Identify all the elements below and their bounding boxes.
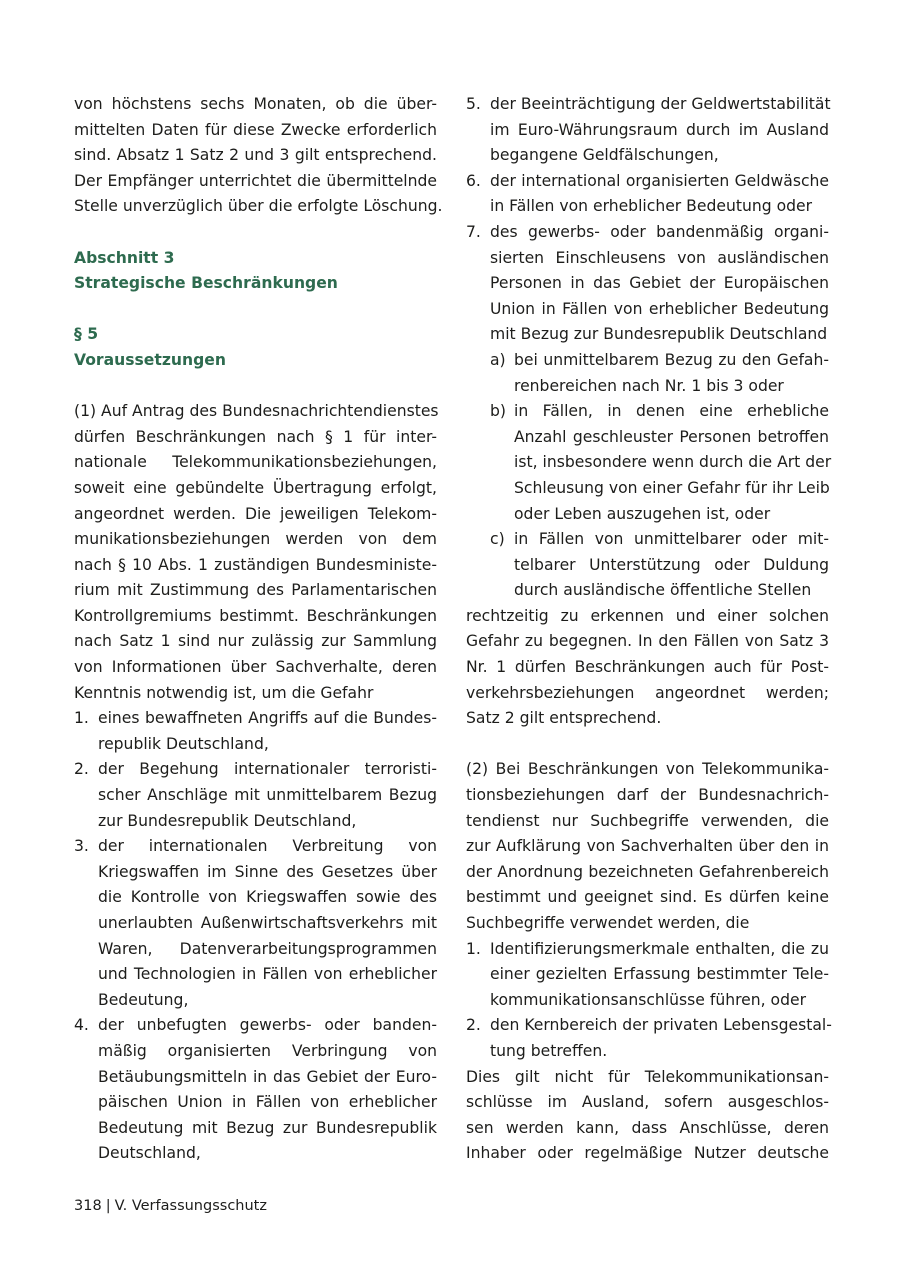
text-line: und Technologien in Fällen von erheblicher <box>98 965 437 984</box>
list-item <box>466 220 829 348</box>
text-line: nach Satz 1 sind nur zulässig zur Sammlung <box>74 632 437 651</box>
text-line: nationale Telekommunikationsbeziehungen, <box>74 453 437 472</box>
paragraph-title: Voraussetzungen <box>74 350 226 369</box>
text-line: begangene Geldfälschungen, <box>490 146 719 165</box>
text-line: Der Empfänger unterrichtet die übermittelnde <box>74 171 437 190</box>
chapter-title: V. Verfassungsschutz <box>114 1198 267 1214</box>
sub-list-letter: c) <box>490 530 505 549</box>
section-heading <box>74 246 437 297</box>
text-line: mittelten Daten für diese Zwecke erforderlich <box>74 120 437 139</box>
text-line: Satz 2 gilt entsprechend. <box>466 709 662 728</box>
left-column <box>74 92 443 1167</box>
text-line: renbereichen nach Nr. 1 bis 3 oder <box>514 376 784 395</box>
text-line: schlüsse im Ausland, sofern ausgeschlos- <box>466 1093 829 1112</box>
text-line: Personen in das Gebiet der Europäischen <box>490 274 829 293</box>
text-line: nach § 10 Abs. 1 zuständigen Bundesministe- <box>74 555 437 574</box>
text-line: die Kontrolle von Kriegswaffen sowie des <box>98 888 437 907</box>
list-number: 2. <box>74 760 89 779</box>
text-line: Gefahr zu begegnen. In den Fällen von Satz 3 <box>466 632 829 651</box>
text-line: Anzahl geschleuster Personen betroffen <box>514 427 829 446</box>
text-line: päischen Union in Fällen von erheblicher <box>98 1093 437 1112</box>
section-title: Strategische Beschränkungen <box>74 274 338 293</box>
text-line: zur Bundesrepublik Deutschland, <box>98 811 357 830</box>
text-line: der internationalen Verbreitung von <box>98 837 437 856</box>
text-line: von höchstens sechs Monaten, ob die über- <box>74 95 437 113</box>
text-line: tionsbeziehungen darf der Bundesnachrich- <box>466 786 829 805</box>
section-number: Abschnitt 3 <box>74 248 175 267</box>
text-line: eines bewaffneten Angriffs auf die Bundes- <box>98 709 437 728</box>
text-line: bei unmittelbarem Bezug zu den Gefah- <box>514 350 829 369</box>
sub-list-item <box>466 399 832 527</box>
text-line: in Fällen von erheblicher Bedeutung oder <box>490 197 813 216</box>
paragraph-number: § 5 <box>74 325 99 344</box>
text-line: (1) Auf Antrag des Bundesnachrichtendienstes <box>74 402 439 421</box>
text-line: telbarer Unterstützung oder Duldung <box>514 555 829 574</box>
text-line: oder Leben auszugehen ist, oder <box>514 504 771 523</box>
text-line: zur Aufklärung von Sachverhalten über den in <box>466 837 829 856</box>
text-line: mäßig organisierten Verbringung von <box>98 1041 437 1060</box>
text-line: in Fällen von unmittelbarer oder mit- <box>514 530 829 549</box>
text-line: Kenntnis notwendig ist, um die Gefahr <box>74 683 374 702</box>
text-line: Nr. 1 dürfen Beschränkungen auch für Post- <box>466 658 829 677</box>
list-number: 5. <box>466 95 481 113</box>
text-line: rechtzeitig zu erkennen und einer solchen <box>466 606 829 625</box>
text-line: der international organisierten Geldwäsche <box>490 171 829 190</box>
paragraph-2 <box>466 757 829 936</box>
text-line: rium mit Zustimmung des Parlamentarischen <box>74 581 437 600</box>
text-line: Stelle unverzüglich über die erfolgte Löschung. <box>74 197 443 216</box>
footer-separator: | <box>105 1198 111 1214</box>
text-line: Kriegswaffen im Sinne des Gesetzes über <box>98 862 437 881</box>
list-number: 2. <box>466 1016 481 1035</box>
text-line: Suchbegriffe verwendet werden, die <box>466 914 750 932</box>
list-item <box>74 706 437 757</box>
text-line: sierten Einschleusens von ausländischen <box>490 248 829 267</box>
final-paragraph <box>466 1065 829 1167</box>
text-line: sen werden kann, dass Anschlüsse, deren <box>466 1118 829 1137</box>
sub-list-letter: b) <box>490 402 506 421</box>
text-line: Betäubungsmitteln in das Gebiet der Euro- <box>98 1067 437 1086</box>
text-line: munikationsbeziehungen werden von dem <box>74 530 437 549</box>
closing-paragraph <box>466 604 829 732</box>
text-line: verkehrsbeziehungen angeordnet werden; <box>466 683 829 702</box>
text-line: der Beeinträchtigung der Geldwertstabilität <box>490 95 831 113</box>
text-line: der Anordnung bezeichneten Gefahrenbereich <box>466 862 829 881</box>
list-item <box>74 834 437 1013</box>
right-column <box>466 92 832 1167</box>
text-line: durch ausländische öffentliche Stellen <box>514 581 812 600</box>
text-line: einer gezielten Erfassung bestimmter Tele- <box>490 965 829 984</box>
text-line: Inhaber oder regelmäßige Nutzer deutsche <box>466 1144 829 1163</box>
list-item <box>74 757 437 834</box>
text-line: mit Bezug zur Bundesrepublik Deutschland <box>490 325 828 344</box>
text-line: den Kernbereich der privaten Lebensgestal- <box>490 1016 832 1035</box>
text-line: tung betreffen. <box>490 1041 608 1060</box>
text-line: in Fällen, in denen eine erhebliche <box>514 402 829 421</box>
text-line: Bedeutung mit Bezug zur Bundesrepublik <box>98 1118 437 1137</box>
text-line: republik Deutschland, <box>98 734 269 753</box>
text-line: kommunikationsanschlüsse führen, oder <box>490 990 806 1009</box>
page-number: 318 <box>74 1198 102 1214</box>
page-footer <box>74 1198 267 1214</box>
text-line: Waren, Datenverarbeitungsprogrammen <box>98 939 437 958</box>
text-line: unerlaubten Außenwirtschaftsverkehrs mit <box>98 914 437 932</box>
list-item <box>466 937 829 1014</box>
text-line: scher Anschläge mit unmittelbarem Bezug <box>98 786 437 805</box>
text-line: Dies gilt nicht für Telekommunikationsan- <box>466 1067 829 1086</box>
text-line: Bedeutung, <box>98 990 189 1009</box>
text-line: angeordnet werden. Die jeweiligen Telekom- <box>74 504 437 523</box>
text-line: tendienst nur Suchbegriffe verwenden, die <box>466 811 829 830</box>
text-line: der unbefugten gewerbs- oder banden- <box>98 1016 437 1035</box>
text-line: Identifizierungsmerkmale enthalten, die zu <box>490 939 829 958</box>
text-line: bestimmt und geeignet sind. Es dürfen keine <box>466 888 829 907</box>
paragraph-heading <box>74 322 437 373</box>
intro-paragraph <box>74 92 443 220</box>
list-number: 7. <box>466 222 481 241</box>
list-number: 4. <box>74 1016 89 1035</box>
text-line: des gewerbs- oder bandenmäßig organi- <box>490 222 829 241</box>
sub-list-item <box>466 348 829 399</box>
text-line: ist, insbesondere wenn durch die Art der <box>514 453 832 472</box>
text-line: der Begehung internationaler terroristi- <box>98 760 437 779</box>
text-line: Deutschland, <box>98 1144 201 1163</box>
text-line: im Euro-Währungsraum durch im Ausland <box>490 120 829 139</box>
list-item <box>466 1013 832 1064</box>
text-line: von Informationen über Sachverhalte, deren <box>74 658 437 677</box>
text-line: dürfen Beschränkungen nach § 1 für inter- <box>74 427 437 446</box>
list-number: 6. <box>466 171 481 190</box>
text-line: Union in Fällen von erheblicher Bedeutung <box>490 299 829 318</box>
text-line: (2) Bei Beschränkungen von Telekommunika- <box>466 760 829 779</box>
text-line: Schleusung von einer Gefahr für ihr Leib <box>514 478 830 497</box>
list-number: 1. <box>466 939 481 958</box>
list-item <box>466 169 829 220</box>
sub-list-item <box>466 527 829 604</box>
list-item <box>466 92 829 169</box>
text-line: soweit eine gebündelte Übertragung erfolgt, <box>74 478 437 497</box>
list-number: 1. <box>74 709 89 728</box>
text-line: Kontrollgremiums bestimmt. Beschränkungen <box>74 606 437 625</box>
text-line: sind. Absatz 1 Satz 2 und 3 gilt entsprechend. <box>74 146 437 165</box>
paragraph-1 <box>74 399 437 706</box>
list-item <box>74 1013 437 1167</box>
list-number: 3. <box>74 837 89 856</box>
sub-list-letter: a) <box>490 350 506 369</box>
